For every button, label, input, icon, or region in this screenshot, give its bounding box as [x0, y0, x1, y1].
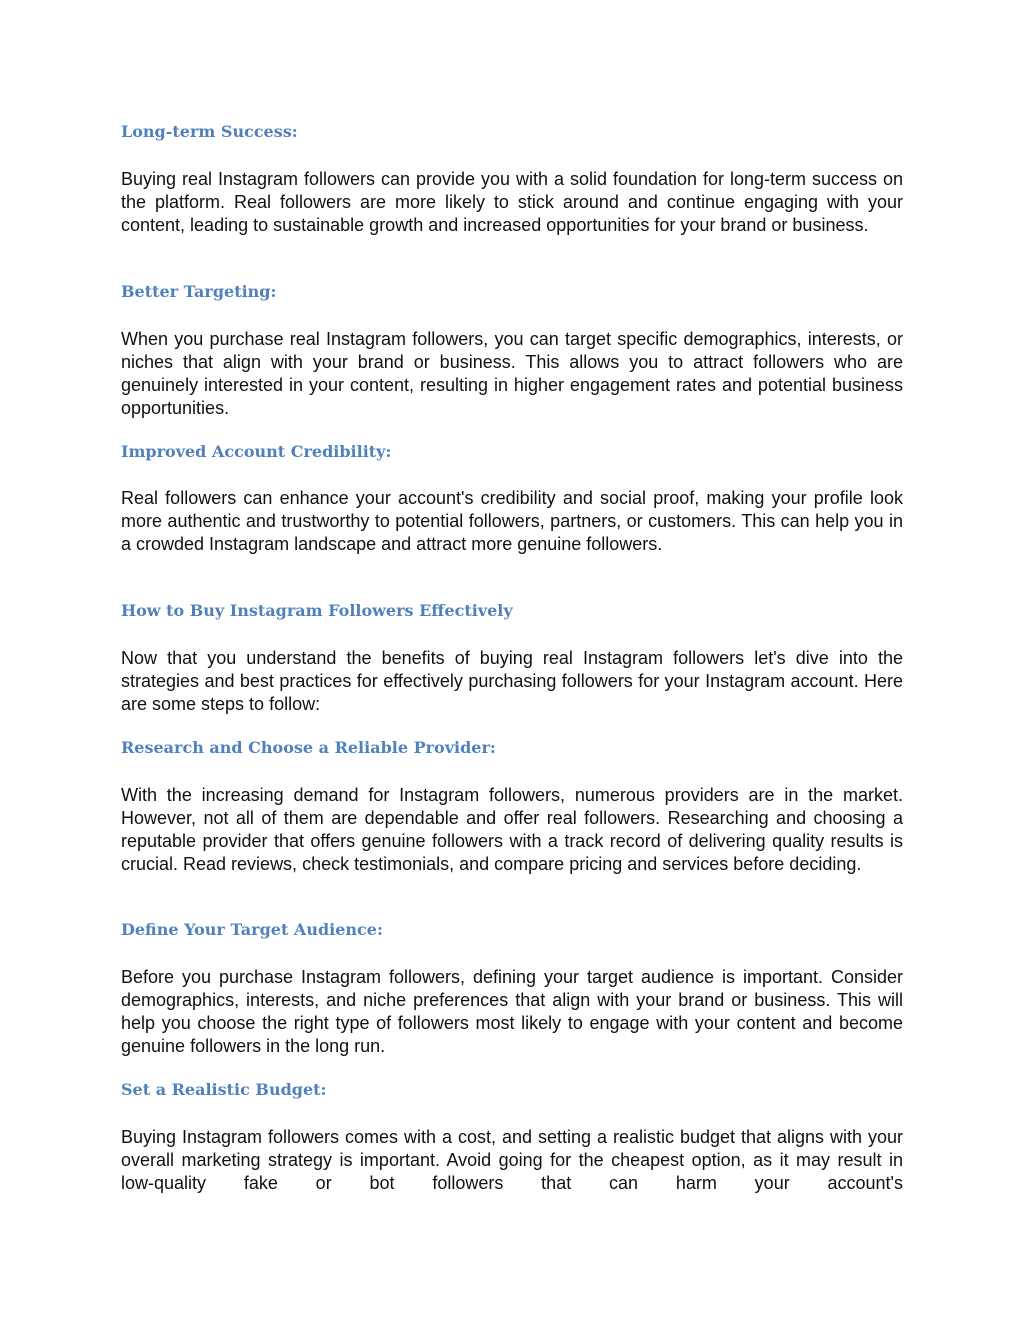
- section-heading-long-term-success: Long-term Success:: [121, 122, 298, 141]
- section-body-target-audience: Before you purchase Instagram followers, defining your target audience is important. Consider demographics, interests, and niche preferences that align with your brand or business. This will help you choose the right type of followers most likely to engage with your content and become genuine followers in the long run.: [121, 967, 903, 1056]
- section-body-research-provider: With the increasing demand for Instagram followers, numerous providers are in the market. However, not all of them are dependable and offer real followers. Researching and choosing a reputable provider that offers genuine followers with a track record of delivering quality results is crucial. Read reviews, check testimonials, and compare pricing and services before deciding.: [121, 785, 903, 874]
- section-body-improved-account-credibility: Real followers can enhance your account's credibility and social proof, making your profile look more authentic and trustworthy to potential followers, partners, or customers. This can help you in a crowded Instagram landscape and attract more genuine followers.: [121, 488, 903, 554]
- section-heading-better-targeting: Better Targeting:: [121, 282, 277, 301]
- section-heading-research-provider: Research and Choose a Reliable Provider:: [121, 738, 496, 757]
- section-body-realistic-budget: Buying Instagram followers comes with a cost, and setting a realistic budget that aligns with your overall marketing strategy is important. Avoid going for the cheapest option, as it may result in low-quality fake or bot followers that can harm your account's: [121, 1127, 903, 1193]
- section-heading-target-audience: Define Your Target Audience:: [121, 920, 383, 939]
- section-body-how-to-buy: Now that you understand the benefits of buying real Instagram followers let's dive into the strategies and best practices for effectively purchasing followers for your Instagram account. Here are some steps to follow:: [121, 648, 903, 714]
- section-heading-improved-account-credibility: Improved Account Credibility:: [121, 442, 392, 461]
- section-body-long-term-success: Buying real Instagram followers can provide you with a solid foundation for long-term success on the platform. Real followers are more likely to stick around and continue engaging with your content, leading to sustainable growth and increased opportunities for your brand or business.: [121, 169, 903, 235]
- section-heading-how-to-buy: How to Buy Instagram Followers Effectively: [121, 601, 513, 620]
- section-heading-realistic-budget: Set a Realistic Budget:: [121, 1080, 327, 1099]
- section-body-better-targeting: When you purchase real Instagram followers, you can target specific demographics, interests, or niches that align with your brand or business. This allows you to attract followers who are genuinely interested in your content, resulting in higher engagement rates and potential business opportunities.: [121, 329, 903, 418]
